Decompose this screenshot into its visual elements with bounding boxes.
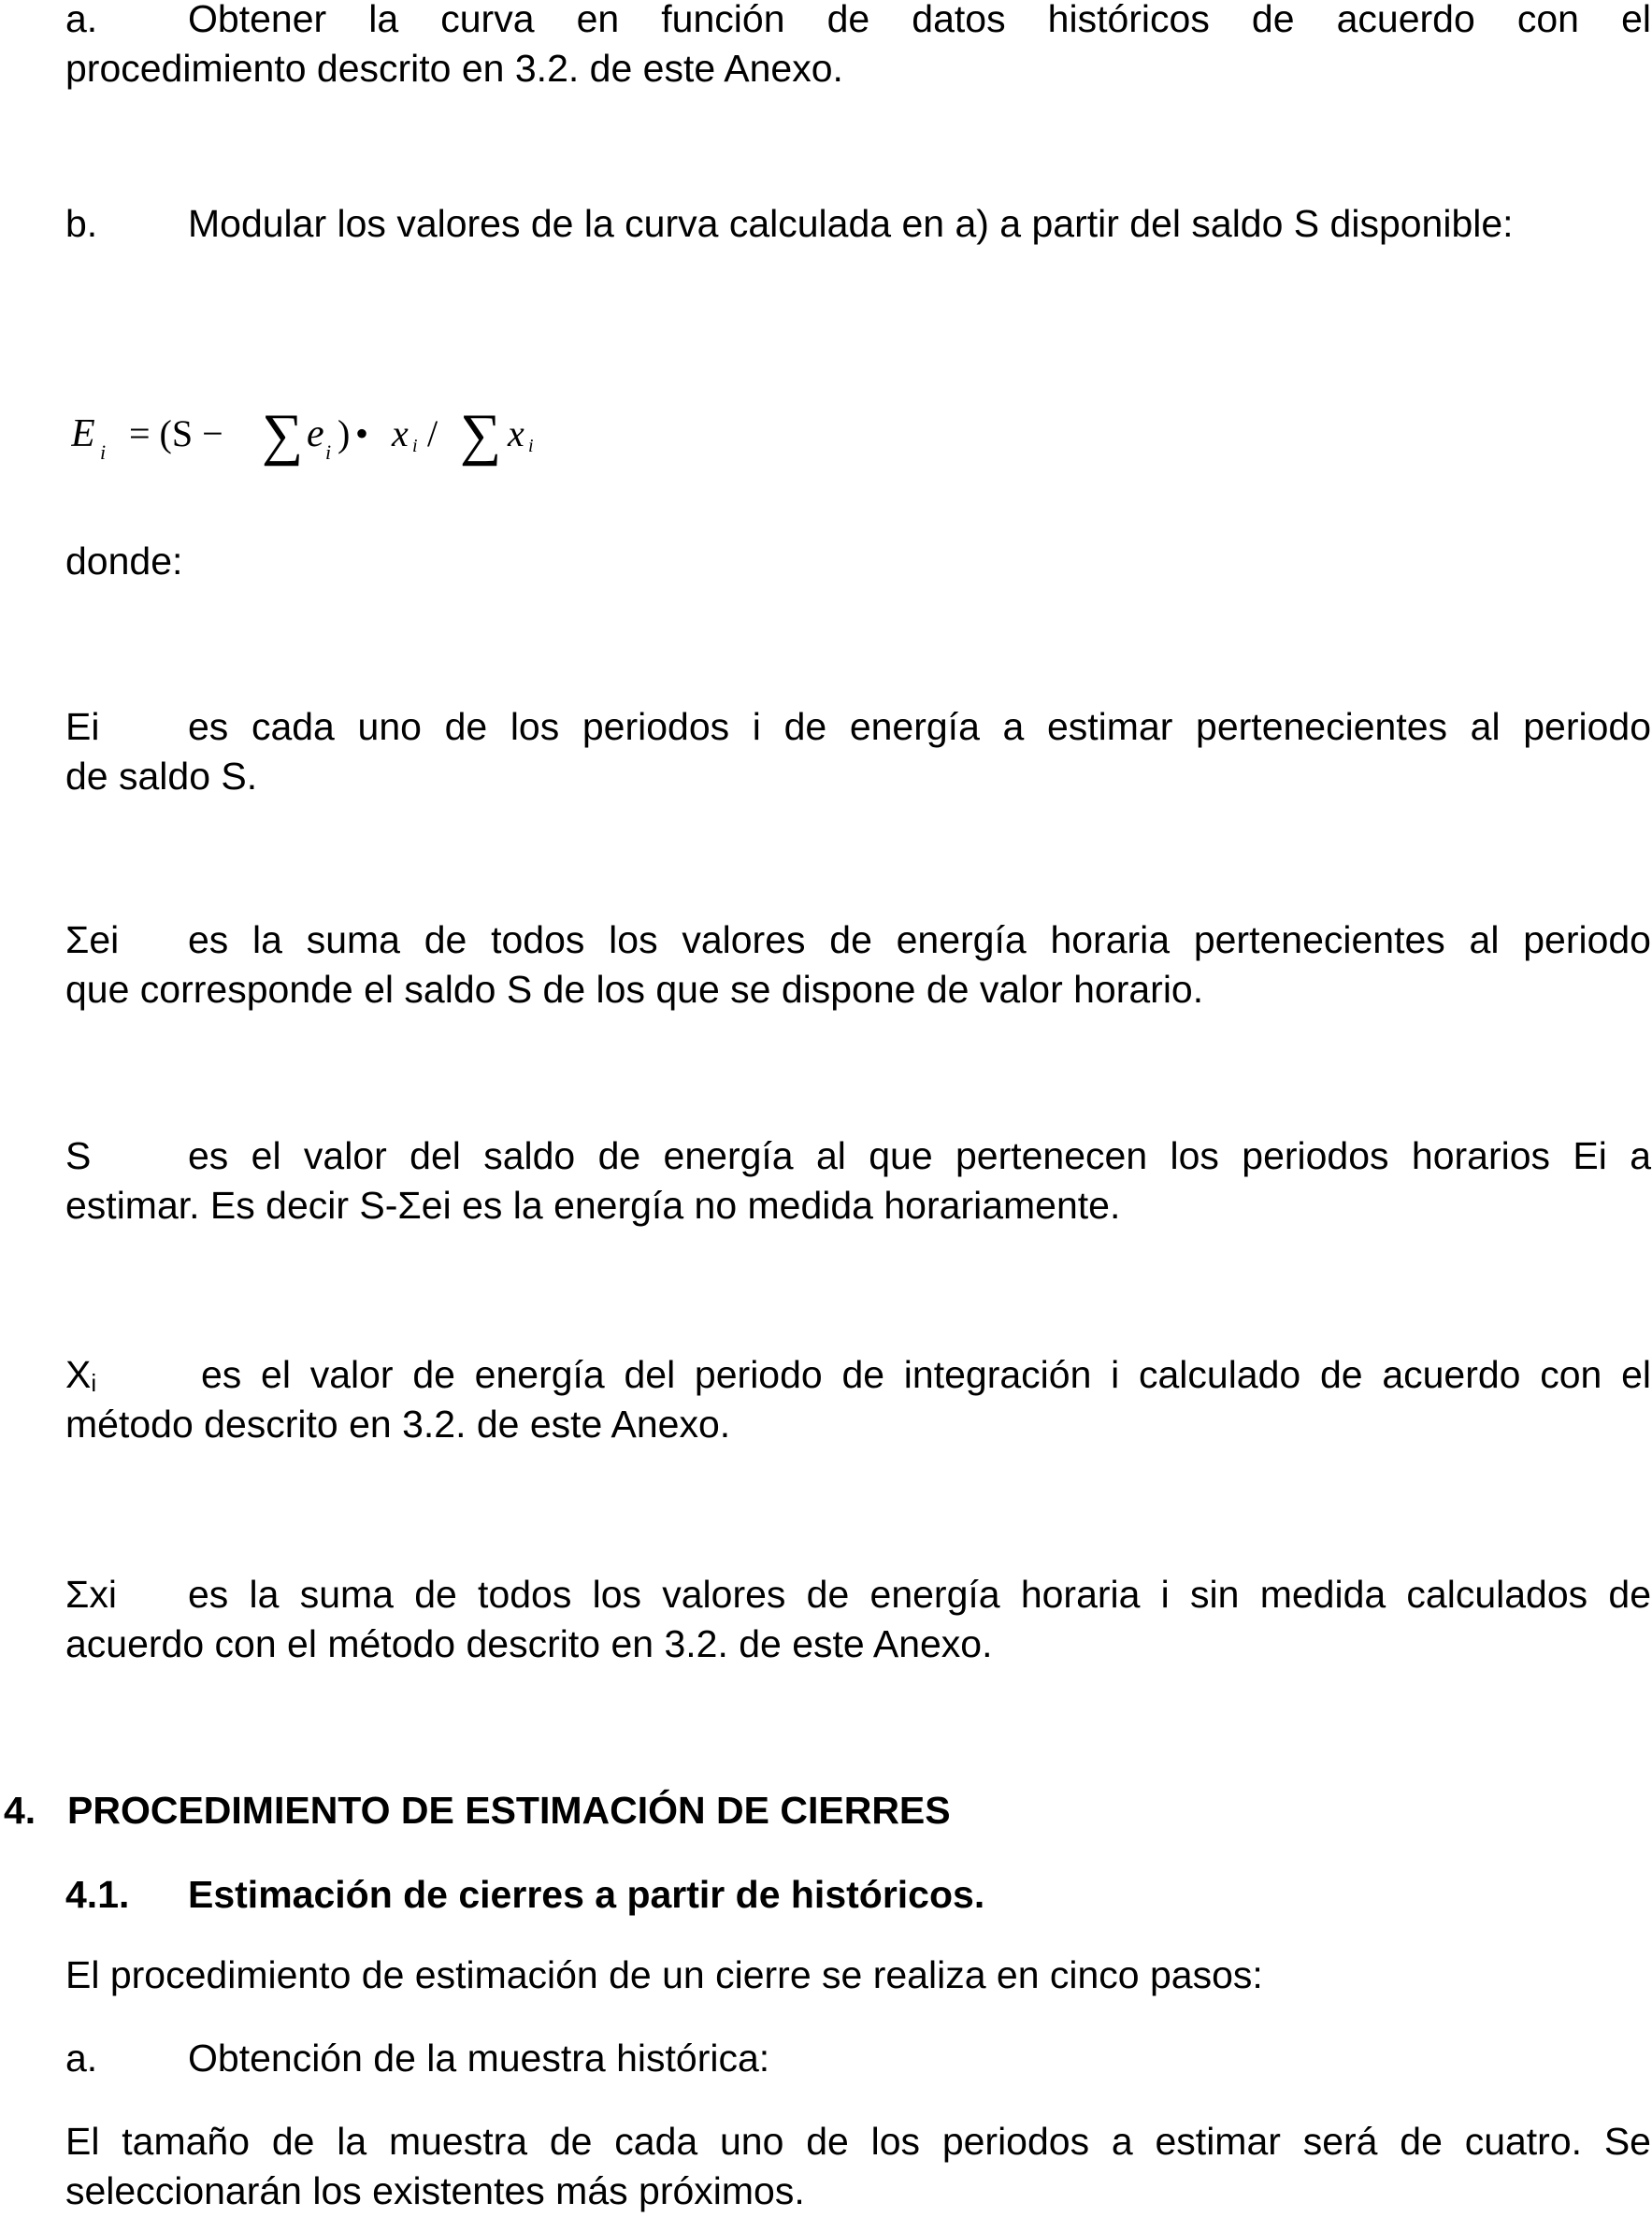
- definition-ei-line-1: es cada uno de los periodos i de energía a estimar pertenecientes al periodo: [188, 705, 1651, 748]
- definition-ei-term: Ei: [65, 705, 100, 748]
- step-a-text: Obtención de la muestra histórica:: [188, 2037, 770, 2080]
- list-item-b-text: Modular los valores de la curva calculada en a) a partir del saldo S disponible:: [188, 202, 1514, 245]
- definition-s-term: S: [65, 1134, 92, 1177]
- sample-paragraph-line-2: seleccionarán los existentes más próximos.: [65, 2169, 805, 2212]
- definition-xi-term: [65, 1350, 96, 1408]
- definition-sum-ei: [65, 915, 1651, 1015]
- formula-x-tail-subscript: i: [528, 436, 534, 456]
- donde-label: donde:: [65, 540, 183, 583]
- definition-sum-ei-term: Σei: [65, 918, 120, 961]
- section-4-1-number: 4.1.: [65, 1873, 130, 1916]
- sample-paragraph-line-1: El tamaño de la muestra de cada uno de los periodos a estimar será de cuatro. Se: [65, 2120, 1651, 2163]
- step-a-marker: a.: [65, 2037, 98, 2080]
- list-marker-b: b.: [65, 202, 98, 245]
- definition-sum-xi: [65, 1570, 1651, 1669]
- estimation-formula: [71, 397, 557, 472]
- section-4-title: PROCEDIMIENTO DE ESTIMACIÓN DE CIERRES: [67, 1789, 951, 1832]
- definition-sum-ei-line-2: que corresponde el saldo S de los que se dispone de valor horario.: [65, 968, 1204, 1011]
- sample-paragraph: [65, 2117, 1651, 2216]
- formula-slash: /: [427, 412, 438, 454]
- formula-x: x: [392, 412, 409, 454]
- definition-s-line-1: es el valor del saldo de energía al que pertenecen los periodos horarios Ei a: [188, 1134, 1651, 1177]
- definition-xi-term-subscript: i: [91, 1369, 97, 1397]
- formula-sum-1: ∑: [262, 403, 304, 467]
- formula-E-subscript: i: [100, 440, 107, 464]
- definition-sum-ei-line-1: es la suma de todos los valores de energía horaria pertenecientes al periodo: [188, 918, 1651, 961]
- definition-xi-line-2: método descrito en 3.2. de este Anexo.: [65, 1403, 731, 1446]
- definition-sum-xi-line-2: acuerdo con el método descrito en 3.2. de este Anexo.: [65, 1622, 993, 1665]
- formula-e: e: [307, 412, 324, 455]
- list-item-a-line-1: Obtener la curva en función de datos históricos de acuerdo con el: [188, 0, 1651, 40]
- definition-ei-line-2: de saldo S.: [65, 755, 258, 798]
- list-item-a-line-2: procedimiento descrito en 3.2. de este Anexo.: [65, 47, 843, 90]
- step-a: [65, 2034, 1651, 2083]
- formula-e-subscript: i: [325, 440, 332, 464]
- definition-ei: [65, 702, 1651, 801]
- definition-xi-line-1: es el valor de energía del periodo de integración i calculado de acuerdo con el: [201, 1353, 1651, 1396]
- definition-xi-term-main: X: [65, 1353, 92, 1396]
- formula-x-subscript: i: [412, 436, 418, 456]
- section-4-1-title: Estimación de cierres a partir de históricos.: [188, 1873, 985, 1916]
- formula-E: E: [71, 412, 95, 455]
- definition-s: [65, 1131, 1651, 1231]
- procedure-intro: El procedimiento de estimación de un cierre se realiza en cinco pasos:: [65, 1953, 1263, 1996]
- formula-bullet: •: [355, 412, 369, 454]
- definition-xi: [65, 1350, 1651, 1449]
- list-marker-a: a.: [65, 0, 98, 40]
- definition-s-line-2: estimar. Es decir S-Σei es la energía no medida horariamente.: [65, 1184, 1121, 1227]
- formula-close-paren: ): [338, 412, 351, 454]
- list-item-a: [65, 0, 1651, 94]
- list-item-b: [65, 199, 1651, 249]
- formula-x-tail: x: [508, 412, 524, 454]
- definition-sum-xi-line-1: es la suma de todos los valores de energía horaria i sin medida calculados de: [188, 1573, 1651, 1616]
- section-4-number: 4.: [4, 1789, 36, 1832]
- definition-sum-xi-term: Σxi: [65, 1573, 117, 1616]
- formula-equals-open: = (S −: [129, 412, 223, 454]
- formula-sum-2: ∑: [460, 403, 502, 467]
